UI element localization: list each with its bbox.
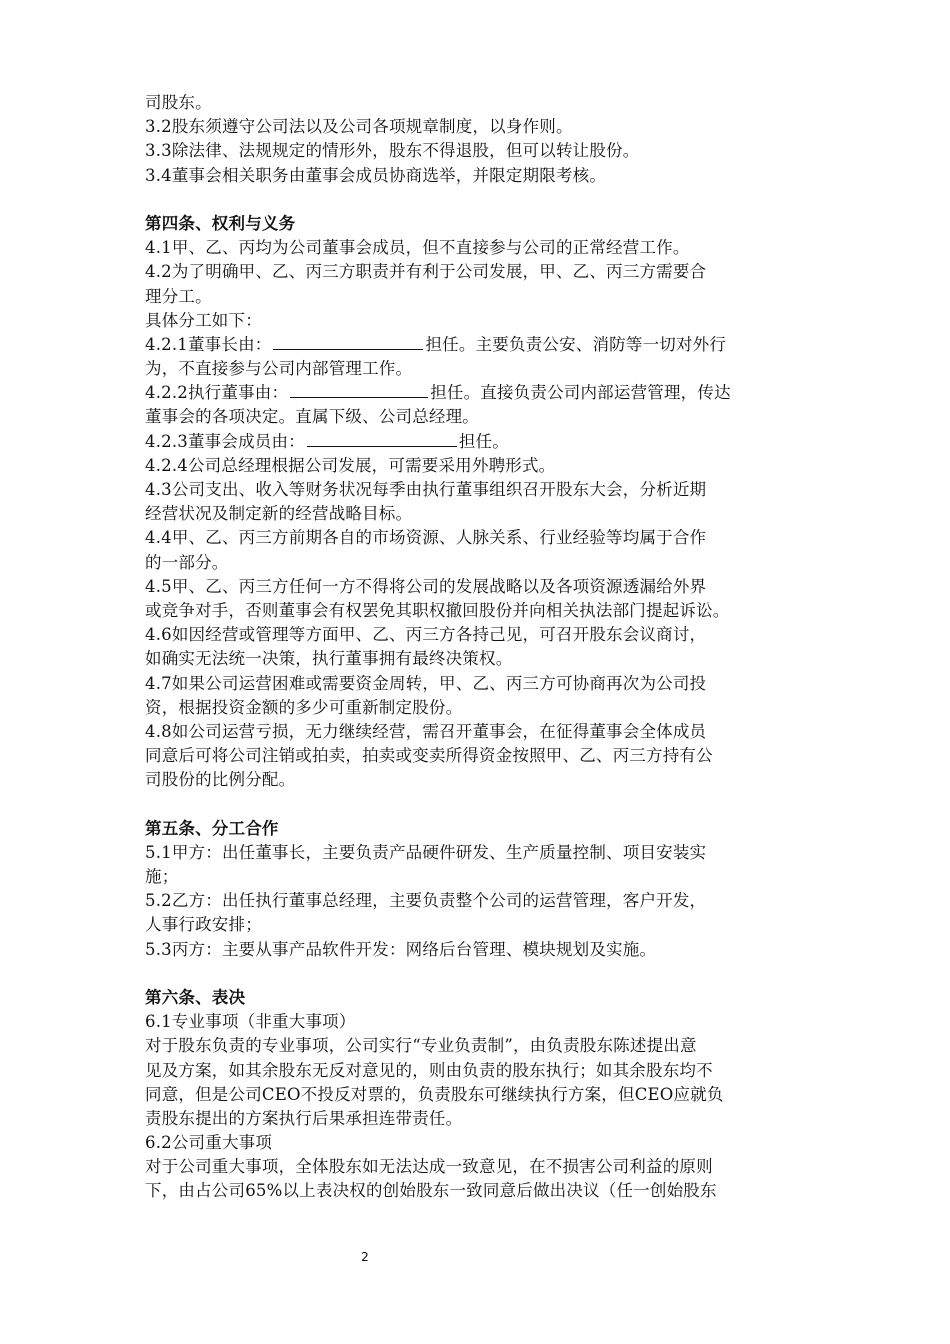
clause-4-6: 4.6如因经营或管理等方面甲、乙、丙三方各持己见，可召开股东会议商讨， (145, 625, 707, 645)
paragraph-gap (145, 792, 815, 816)
fill-suffix: 担任。 (458, 431, 509, 451)
text-line: 经营状况及制定新的经营战略目标。 (145, 504, 413, 524)
text-line: 具体分工如下： (145, 310, 262, 330)
text-line: 下，由占公司65%以上表决权的创始股东一致同意后做出决议（任一创始股东 (145, 1181, 717, 1201)
clause-5-3: 5.3丙方：主要从事产品软件开发：网络后台管理、模块规划及实施。 (145, 939, 657, 959)
text-line: 同意，但是公司CEO不投反对票的，负责股东可继续执行方案，但CEO应就负 (145, 1084, 724, 1104)
clause-4-5: 4.5甲、乙、丙三方任何一方不得将公司的发展战略以及各项资源透漏给外界 (145, 576, 707, 596)
text-line: 董事会的各项决定。直属下级、公司总经理。 (145, 407, 479, 427)
text-line: 司股份的比例分配。 (145, 770, 296, 790)
clause-4-7: 4.7如果公司运营困难或需要资金周转，甲、乙、丙三方可协商再次为公司投 (145, 673, 707, 693)
clause-4-8: 4.8如公司运营亏损，无力继续经营，需召开董事会，在征得董事会全体成员 (145, 721, 707, 741)
fill-label: 4.2.1董事长由： (145, 334, 272, 354)
clause-4-2: 4.2为了明确甲、乙、丙三方职责并有利于公司发展，甲、乙、丙三方需要合 (145, 262, 707, 282)
text-line: 对于公司重大事项，全体股东如无法达成一致意见，在不损害公司利益的原则 (145, 1157, 713, 1177)
clause-3-3: 3.3除法律、法规规定的情形外，股东不得退股，但可以转让股份。 (145, 141, 640, 161)
paragraph-gap (145, 188, 815, 212)
section-heading-6: 第六条、表决 (145, 987, 246, 1007)
fill-suffix: 担任。直接负责公司内部运营管理，传达 (430, 383, 731, 403)
text-line: 责股东提出的方案执行后果承担连带责任。 (145, 1108, 463, 1128)
text-line: 见及方案，如其余股东无反对意见的，则由负责的股东执行；如其余股东均不 (145, 1060, 713, 1080)
text-line: 人事行政安排； (145, 915, 262, 935)
clause-4-3: 4.3公司支出、收入等财务状况每季由执行董事组织召开股东大会，分析近期 (145, 480, 707, 499)
text-line: 司股东。 (145, 93, 212, 112)
clause-6-2: 6.2公司重大事项 (145, 1133, 273, 1153)
text-line: 或竞争对手，否则董事会有权罢免其职权撤回股份并向相关执法部门提起诉讼。 (145, 600, 730, 620)
clause-3-2: 3.2股东须遵守公司法以及公司各项规章制度，以身作则。 (145, 117, 573, 137)
paragraph-gap (145, 962, 815, 986)
text-line: 资，根据投资金额的多少可重新制定股份。 (145, 697, 463, 717)
clause-4-2-4: 4.2.4公司总经理根据公司发展，可需要采用外聘形式。 (145, 455, 556, 475)
executive-director-blank-field[interactable] (290, 381, 428, 398)
clause-6-1: 6.1专业事项（非重大事项） (145, 1012, 356, 1032)
text-line: 的一部分。 (145, 552, 229, 572)
clause-4-1: 4.1甲、乙、丙均为公司董事会成员，但不直接参与公司的正常经营工作。 (145, 238, 690, 258)
clause-5-1: 5.1甲方：出任董事长，主要负责产品硬件研发、生产质量控制、项目安装实 (145, 842, 707, 862)
fill-suffix: 担任。主要负责公安、消防等一切对外行 (425, 334, 727, 354)
section-heading-4: 第四条、权利与义务 (145, 213, 296, 233)
text-line: 对于股东负责的专业事项，公司实行“专业负责制”，由负责股东陈述提出意 (145, 1036, 697, 1056)
clause-4-2-3 (145, 430, 815, 454)
chairman-blank-field[interactable] (273, 333, 423, 350)
text-line: 施； (145, 867, 179, 886)
clause-4-2-2 (145, 381, 815, 405)
fill-label: 4.2.2执行董事由： (145, 383, 289, 403)
section-heading-5: 第五条、分工合作 (145, 818, 279, 838)
clause-3-4: 3.4董事会相关职务由董事会成员协商选举，并限定期限考核。 (145, 165, 607, 185)
fill-label: 4.2.3董事会成员由： (145, 431, 305, 451)
clause-4-2-1 (145, 333, 815, 357)
clause-5-2: 5.2乙方：出任执行董事总经理，主要负责整个公司的运营管理，客户开发， (145, 891, 707, 911)
document-body (145, 91, 815, 1204)
text-line: 理分工。 (145, 286, 212, 306)
text-line: 如确实无法统一决策，执行董事拥有最终决策权。 (145, 649, 513, 669)
page-number: 2 (361, 1250, 369, 1264)
clause-4-4: 4.4甲、乙、丙三方前期各自的市场资源、人脉关系、行业经验等均属于合作 (145, 528, 707, 548)
text-line: 为，不直接参与公司内部管理工作。 (145, 359, 413, 379)
board-members-blank-field[interactable] (307, 430, 457, 447)
text-line: 同意后可将公司注销或拍卖，拍卖或变卖所得资金按照甲、乙、丙三方持有公 (145, 746, 713, 766)
